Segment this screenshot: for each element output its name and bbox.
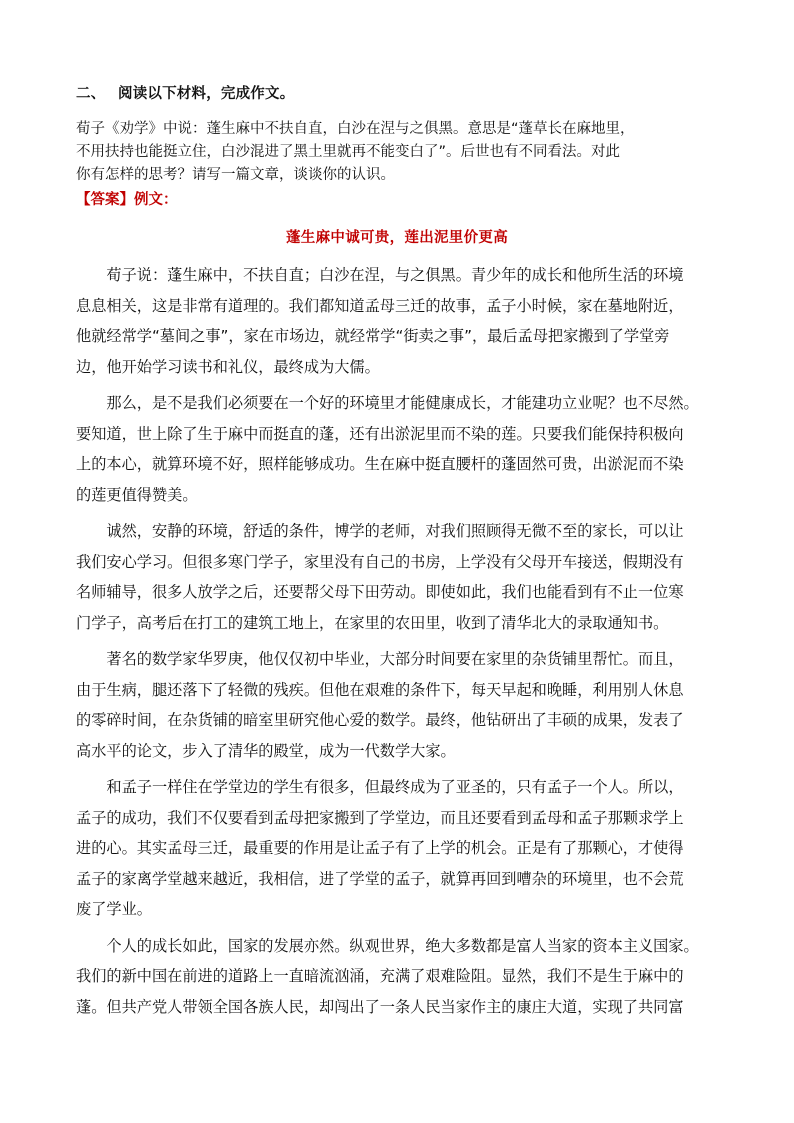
prompt-line: 荀子《劝学》中说：蓬生麻中不扶自直，白沙在涅与之俱黑。意思是“蓬草长在麻地里， — [76, 121, 635, 137]
essay-line: 孟子的家离学堂越来越近，我相信，进了学堂的孟子，就算再回到嘈杂的环境里，也不会荒 — [76, 869, 684, 888]
essay-body — [76, 260, 726, 1028]
section-heading — [76, 82, 294, 103]
essay-line: 名师辅导，很多人放学之后，还要帮父母下田劳动。即使如此，我们也能看到有不止一位寒 — [76, 583, 684, 601]
section-heading-text: 阅读以下材料，完成作文。 — [118, 86, 295, 102]
essay-line: 由于生病，腿还落下了轻微的残疾。但他在艰难的条件下，每天早起和晚睡，利用别人休息 — [76, 680, 684, 699]
essay-line: 著名的数学家华罗庚，他仅仅初中毕业，大部分时间要在家里的杂货铺里帮忙。而且， — [76, 650, 684, 668]
essay-line: 我们的新中国在前进的道路上一直暗流汹涌，充满了艰难险阻。显然，我们不是生于麻中的 — [76, 967, 684, 985]
essay-line: 诚然，安静的环境，舒适的条件，博学的老师，对我们照顾得无微不至的家长，可以让 — [76, 522, 684, 540]
essay-line: 的莲更值得赞美。 — [76, 485, 198, 504]
essay-line: 废了学业。 — [76, 900, 152, 918]
essay-paragraph — [76, 516, 726, 638]
essay-paragraph — [76, 931, 726, 1023]
essay-line: 上的本心，就算环境不好，照样能够成功。生在麻中挺直腰杆的蓬固然可贵，出淤泥而不染 — [76, 455, 684, 473]
essay-paragraph — [76, 772, 726, 925]
essay-line: 荀子说：蓬生麻中，不扶自直；白沙在涅，与之俱黑。青少年的成长和他所生活的环境 — [76, 266, 684, 284]
prompt-line: 不用扶持也能挺立住，白沙混进了黑土里就再不能变白了”。后世也有不同看法。对此 — [76, 144, 621, 160]
answer-label: 【答案】例文： — [76, 192, 178, 208]
essay-paragraph — [76, 260, 726, 382]
essay-paragraph — [76, 644, 726, 766]
essay-line: 我们安心学习。但很多寒门学子，家里没有自己的书房，上学没有父母开车接送，假期没有 — [76, 552, 684, 571]
essay-paragraph — [76, 388, 726, 510]
section-number: 二、 — [76, 86, 106, 102]
essay-line: 那么，是不是我们必须要在一个好的环境里才能健康成长，才能建功立业呢？也不尽然。 — [76, 394, 699, 412]
essay-line: 孟子的成功，我们不仅要看到孟母把家搬到了学堂边，而且还要看到孟母和孟子那颗求学上 — [76, 808, 684, 827]
essay-line: 蓬。但共产党人带领全国各族人民，却闯出了一条人民当家作主的康庄大道，实现了共同富 — [76, 997, 684, 1016]
essay-line: 他就经常学“墓间之事”，家在市场边，就经常学“街卖之事”，最后孟母把家搬到了学堂旁 — [76, 327, 670, 345]
prompt-line: 你有怎样的思考？请写一篇文章，谈谈你的认识。 — [76, 167, 395, 183]
essay-line: 门学子，高考后在打工的建筑工地上，在家里的农田里，收到了清华北大的录取通知书。 — [76, 613, 669, 632]
essay-line: 要知道，世上除了生于麻中而挺直的蓬，还有出淤泥里而不染的莲。只要我们能保持积极向 — [76, 424, 684, 443]
essay-line: 进的心。其实孟母三迁，最重要的作用是让孟子有了上学的机会。正是有了那颗心，才使得 — [76, 839, 684, 857]
essay-title: 蓬生麻中诚可贵，莲出泥里价更高 — [286, 230, 508, 246]
writing-prompt — [76, 118, 726, 187]
essay-line: 的零碎时间，在杂货铺的暗室里研究他心爱的数学。最终，他钻研出了丰硕的成果，发表了 — [76, 711, 684, 729]
essay-line: 高水平的论文，步入了清华的殿堂，成为一代数学大家。 — [76, 741, 456, 760]
essay-line: 边，他开始学习读书和礼仪，最终成为大儒。 — [76, 357, 380, 376]
essay-line: 个人的成长如此，国家的发展亦然。纵观世界，绝大多数都是富人当家的资本主义国家。 — [76, 936, 699, 955]
essay-line: 和孟子一样住在学堂边的学生有很多，但最终成为了亚圣的，只有孟子一个人。所以， — [76, 778, 684, 796]
essay-line: 息息相关，这是非常有道理的。我们都知道孟母三迁的故事，孟子小时候，家在墓地附近， — [76, 296, 684, 315]
